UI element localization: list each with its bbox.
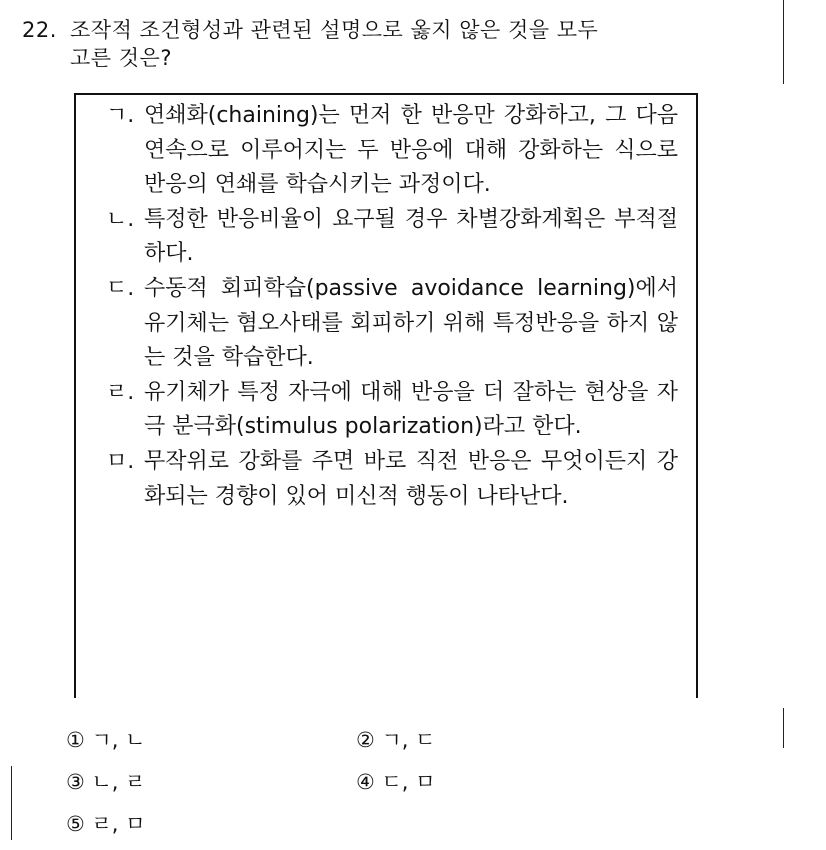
statement-item-e [98, 445, 678, 514]
choice-1[interactable]: ① ㄱ, ㄴ [66, 728, 146, 752]
statement-item-d [98, 376, 678, 445]
statement-marker: ㄹ. [106, 379, 135, 405]
question-number: 22. [22, 18, 57, 42]
question-text-line-1: 조작적 조건형성과 관련된 설명으로 옳지 않은 것을 모두 [70, 18, 599, 42]
statement-marker: ㅁ. [106, 448, 135, 474]
choice-3[interactable]: ③ ㄴ, ㄹ [66, 770, 146, 794]
question-line-1 [22, 16, 752, 44]
column-divider-middle [783, 708, 784, 748]
statement-text: 유기체가 특정 자극에 대해 반응을 더 잘하는 현상을 자극 분극화(stimulus polarization)라고 한다. [144, 379, 678, 440]
question-stem [22, 16, 752, 72]
choice-2[interactable]: ② ㄱ, ㄷ [356, 728, 436, 752]
statement-marker: ㄷ. [106, 275, 135, 301]
column-divider-top [783, 0, 784, 84]
question-text-line-2: 고른 것은? [70, 46, 172, 70]
statement-text: 연쇄화(chaining)는 먼저 한 반응만 강화하고, 그 다음 연속으로 이루어지는 두 반응에 대해 강화하는 식으로 반응의 연쇄를 학습시키는 과정이다. [144, 103, 678, 198]
statement-box [74, 93, 698, 698]
statement-item-b [98, 203, 678, 272]
statement-marker: ㄱ. [106, 103, 135, 128]
column-divider-bottom-left [11, 766, 12, 840]
statement-item-c [98, 272, 678, 376]
statement-list [98, 99, 678, 514]
choice-row [66, 808, 586, 850]
statement-item-a [98, 99, 678, 203]
statement-text: 특정한 반응비율이 요구될 경우 차별강화계획은 부적절하다. [144, 206, 678, 267]
choice-row [66, 766, 586, 808]
choice-5[interactable]: ⑤ ㄹ, ㅁ [66, 812, 146, 836]
choice-4[interactable]: ④ ㄷ, ㅁ [356, 770, 436, 794]
statement-text: 수동적 회피학습(passive avoidance learning)에서 유기체는 혐오사태를 회피하기 위해 특정반응을 하지 않는 것을 학습한다. [144, 275, 678, 371]
statement-marker: ㄴ. [106, 206, 135, 232]
answer-choices [66, 724, 586, 850]
choice-row [66, 724, 586, 766]
statement-text: 무작위로 강화를 주면 바로 직전 반응은 무엇이든지 강화되는 경향이 있어 미신적 행동이 나타난다. [144, 448, 678, 509]
